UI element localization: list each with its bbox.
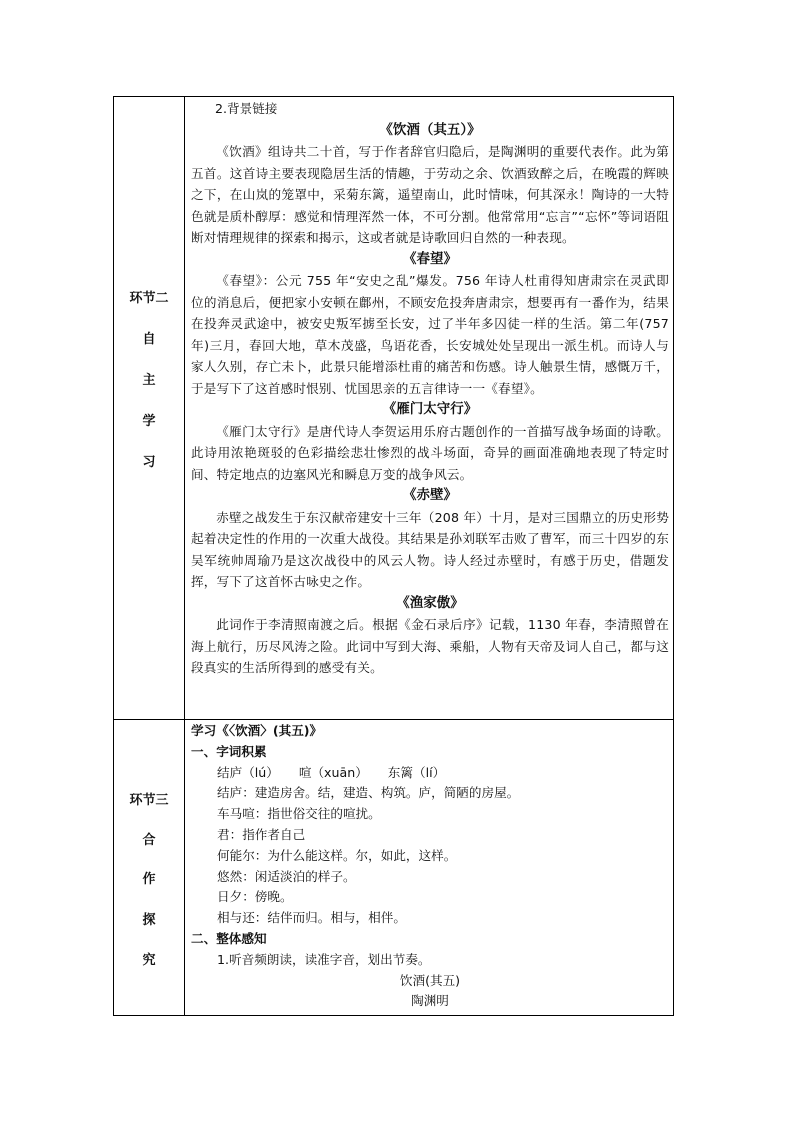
item-text: 《雁门太守行》是唐代诗人李贺运用乐府古题创作的一首描写战争场面的诗歌。此诗用浓艳斑驳的色彩描绘悲壮惨烈的战斗场面，奇异的画面准确地表现了特定时间、特定地点的边塞风光和瞬息万变的战争风云。 (191, 423, 669, 482)
row-divider (114, 719, 673, 720)
task-1: 1.听音频朗读，读准字音，划出节奏。 (217, 951, 431, 967)
poem-author: 陶渊明 (411, 993, 449, 1009)
section3-char: 探 (142, 913, 156, 928)
study-cell (191, 721, 669, 1012)
vocab-item: 相与还：结伴而归。相与，相伴。 (217, 910, 406, 926)
study-title: 学习《〈饮酒〉(其五)》 (191, 723, 323, 738)
section2-char: 习 (142, 455, 156, 470)
vocab-item: 日夕：傍晚。 (217, 889, 293, 905)
part2-heading: 二、整体感知 (191, 930, 267, 946)
vocab-item: 悠然：闲适淡泊的样子。 (217, 868, 356, 884)
section3-char: 究 (142, 953, 156, 968)
vocab-item: 君：指作者自己 (217, 826, 306, 842)
section3-char: 合 (142, 833, 156, 848)
poem-title: 饮酒(其五) (399, 972, 461, 988)
column-divider (184, 97, 185, 1015)
section3-char: 作 (142, 872, 156, 887)
section2-char: 主 (142, 373, 156, 388)
section3-title: 环节三 (129, 793, 169, 808)
item-text: 《饮酒》组诗共二十首，写于作者辞官归隐后，是陶渊明的重要代表作。此为第五首。这首诗主要表现隐居生活的情趣，于劳动之余、饮酒致醉之后，在晚霞的辉映之下，在山岚的笼罩中，采菊东篱，遥望南山，此时情味，何其深永！陶诗的一大特色就是质朴醇厚：感觉和情理浑然一体，不可分割。他常常用“忘言”“忘怀”等词语阻断对情理规律的探索和揭示，这或者就是诗歌回归自然的一种表现。 (191, 144, 669, 245)
item-title: 《春望》 (403, 250, 457, 267)
section2-char: 自 (142, 332, 156, 347)
vocab-item: 结庐：建造房舍。结，建造、构筑。庐，简陋的房屋。 (217, 785, 520, 801)
item-text: 此词作于李清照南渡之后。根据《金石录后序》记载，1130 年春，李清照曾在海上航行，历尽风涛之险。此词中写到大海、乘船，人物有天帝及词人自己，都与这段真实的生活所得到的感受有关。 (191, 617, 669, 675)
background-cell (191, 98, 669, 679)
item-text: 赤壁之战发生于东汉献帝建安十三年（208 年）十月，是对三国鼎立的历史形势起着决定性的作用的一次重大战役。其结果是孙刘联军击败了曹军，而三十四岁的东吴军统帅周瑜乃是这次战役中的风云人物。诗人经过赤壁时，有感于历史，借题发挥，写下了这首怀古咏史之作。 (191, 509, 669, 589)
section2-label-cell (114, 97, 184, 719)
pinyin-line: 结庐（lú） 喧（xuān） 东篱（lí） (217, 764, 446, 780)
section3-label-cell (114, 719, 184, 1015)
background-heading: 2.背景链接 (215, 101, 278, 116)
section2-char: 学 (142, 414, 156, 429)
section2-title: 环节二 (129, 291, 169, 306)
lesson-table (113, 96, 674, 1016)
vocab-item: 车马喧：指世俗交往的喧扰。 (217, 806, 381, 822)
item-title: 《饮酒（其五）》 (379, 121, 481, 138)
part1-heading: 一、字词积累 (191, 743, 267, 759)
item-title: 《赤壁》 (403, 487, 457, 503)
item-title: 《雁门太守行》 (382, 401, 478, 417)
item-title: 《渔家傲》 (396, 594, 464, 611)
item-text: 《春望》：公元 755 年“安史之乱”爆发。756 年诗人杜甫得知唐肃宗在灵武即位的消息后，便把家小安顿在鄜州，不顾安危投奔唐肃宗，想要再有一番作为，结果在投奔灵武途中，被安史叛军掳至长安，过了半年多囚徒一样的生活。第二年(757 年)三月，春回大地，草木茂盛，鸟语花香，长安城处处呈现出一派生机。而诗人与家人久别，存亡未卜，此景只能增添杜甫的痛苦和伤感。诗人触景生情，感慨万千，于是写下了这首感时恨别、忧国思亲的五言律诗一一《春望》。 (191, 273, 669, 396)
vocab-item: 何能尔：为什么能这样。尔，如此，这样。 (217, 847, 457, 863)
